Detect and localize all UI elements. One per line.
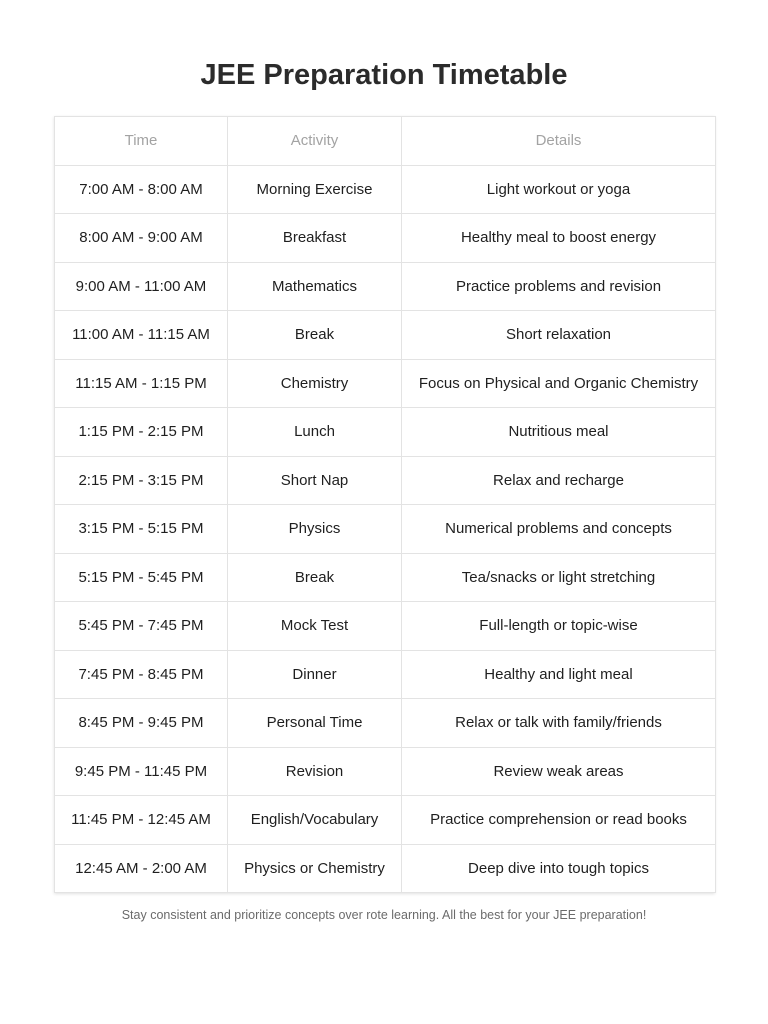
cell-details: Healthy meal to boost energy xyxy=(402,214,716,263)
cell-details: Practice problems and revision xyxy=(402,262,716,311)
cell-details: Short relaxation xyxy=(402,311,716,360)
cell-time: 3:15 PM - 5:15 PM xyxy=(55,505,228,554)
cell-activity: Revision xyxy=(228,747,402,796)
cell-activity: Break xyxy=(228,553,402,602)
cell-details: Healthy and light meal xyxy=(402,650,716,699)
cell-time: 9:45 PM - 11:45 PM xyxy=(55,747,228,796)
cell-details: Focus on Physical and Organic Chemistry xyxy=(402,359,716,408)
timetable-container xyxy=(54,116,715,893)
cell-activity: Morning Exercise xyxy=(228,165,402,214)
table-row xyxy=(55,747,716,796)
timetable xyxy=(54,116,716,893)
table-row xyxy=(55,602,716,651)
table-row xyxy=(55,408,716,457)
cell-details: Numerical problems and concepts xyxy=(402,505,716,554)
header-time: Time xyxy=(55,117,228,166)
cell-time: 5:15 PM - 5:45 PM xyxy=(55,553,228,602)
cell-time: 9:00 AM - 11:00 AM xyxy=(55,262,228,311)
table-row xyxy=(55,165,716,214)
page-title: JEE Preparation Timetable xyxy=(200,59,568,91)
cell-activity: Mock Test xyxy=(228,602,402,651)
cell-time: 8:45 PM - 9:45 PM xyxy=(55,699,228,748)
header-activity: Activity xyxy=(228,117,402,166)
cell-details: Relax and recharge xyxy=(402,456,716,505)
cell-time: 2:15 PM - 3:15 PM xyxy=(55,456,228,505)
timetable-body xyxy=(55,165,716,893)
table-row xyxy=(55,796,716,845)
cell-details: Tea/snacks or light stretching xyxy=(402,553,716,602)
cell-activity: Physics xyxy=(228,505,402,554)
cell-details: Light workout or yoga xyxy=(402,165,716,214)
table-row xyxy=(55,650,716,699)
cell-time: 12:45 AM - 2:00 AM xyxy=(55,844,228,893)
header-details: Details xyxy=(402,117,716,166)
cell-activity: Mathematics xyxy=(228,262,402,311)
cell-details: Relax or talk with family/friends xyxy=(402,699,716,748)
timetable-header xyxy=(55,117,716,166)
table-row xyxy=(55,214,716,263)
table-row xyxy=(55,311,716,360)
table-row xyxy=(55,359,716,408)
cell-activity: Dinner xyxy=(228,650,402,699)
cell-activity: Break xyxy=(228,311,402,360)
cell-details: Practice comprehension or read books xyxy=(402,796,716,845)
table-row xyxy=(55,699,716,748)
table-row xyxy=(55,456,716,505)
table-row xyxy=(55,553,716,602)
table-row xyxy=(55,262,716,311)
cell-details: Deep dive into tough topics xyxy=(402,844,716,893)
header-row xyxy=(55,117,716,166)
cell-time: 5:45 PM - 7:45 PM xyxy=(55,602,228,651)
cell-time: 1:15 PM - 2:15 PM xyxy=(55,408,228,457)
cell-time: 11:15 AM - 1:15 PM xyxy=(55,359,228,408)
cell-time: 8:00 AM - 9:00 AM xyxy=(55,214,228,263)
cell-time: 11:00 AM - 11:15 AM xyxy=(55,311,228,360)
cell-details: Full-length or topic-wise xyxy=(402,602,716,651)
cell-activity: Short Nap xyxy=(228,456,402,505)
cell-activity: Breakfast xyxy=(228,214,402,263)
cell-details: Nutritious meal xyxy=(402,408,716,457)
table-row xyxy=(55,844,716,893)
table-row xyxy=(55,505,716,554)
cell-time: 7:45 PM - 8:45 PM xyxy=(55,650,228,699)
cell-time: 7:00 AM - 8:00 AM xyxy=(55,165,228,214)
cell-activity: Lunch xyxy=(228,408,402,457)
cell-activity: Personal Time xyxy=(228,699,402,748)
cell-activity: English/Vocabulary xyxy=(228,796,402,845)
cell-activity: Chemistry xyxy=(228,359,402,408)
cell-details: Review weak areas xyxy=(402,747,716,796)
cell-activity: Physics or Chemistry xyxy=(228,844,402,893)
footer-note: Stay consistent and prioritize concepts over rote learning. All the best for your JEE preparation! xyxy=(121,908,647,922)
cell-time: 11:45 PM - 12:45 AM xyxy=(55,796,228,845)
